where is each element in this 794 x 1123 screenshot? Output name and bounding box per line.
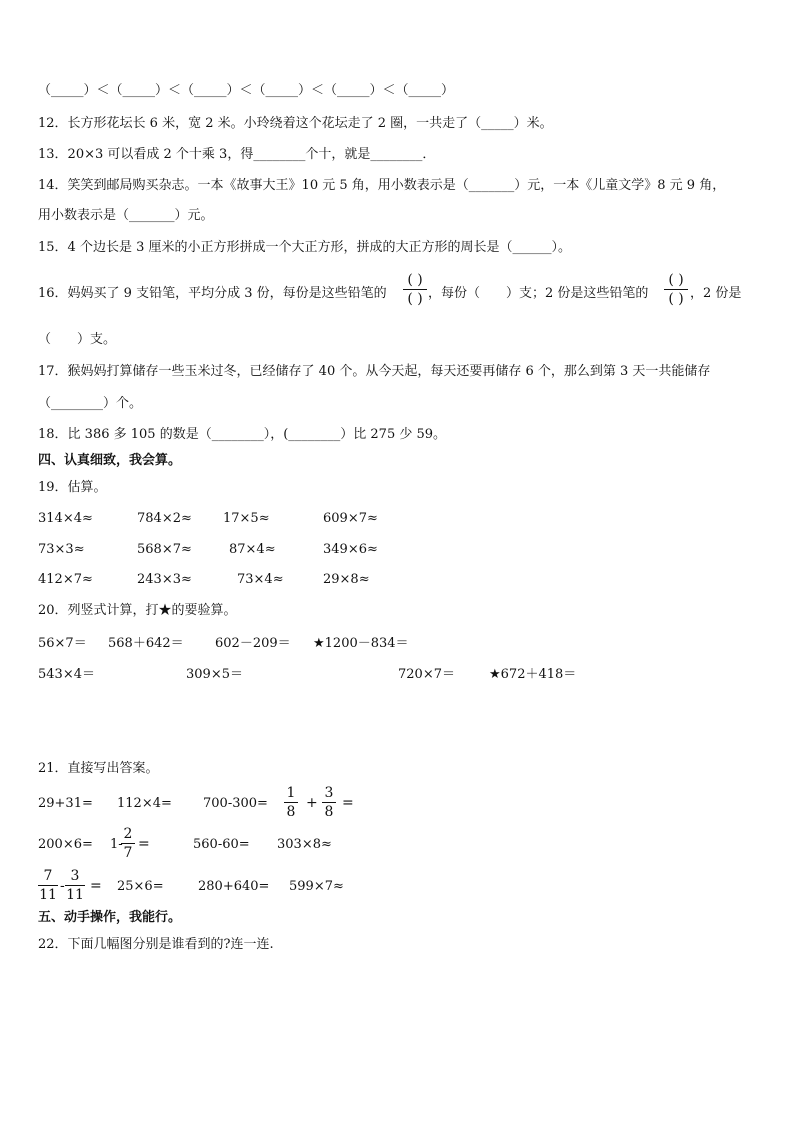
q11-blanks: （_____）＜（_____）＜（_____）＜（_____）＜（_____）＜（_____） [38, 83, 455, 98]
q19-r3-c1: 412×7≈ [38, 572, 93, 587]
q21-r3-equals: = [90, 878, 102, 894]
q21-r1-plus: + [306, 795, 318, 811]
q18-text: 18．比 386 多 105 的数是（________），(________）比 275 少 59。 [38, 427, 447, 442]
q20-r1-c2: 568＋642＝ [108, 636, 184, 651]
q19-title: 19．估算。 [38, 480, 107, 495]
q21-r3-c3: 280+640= [198, 879, 270, 894]
q21-r1-frac-b-den: 8 [324, 804, 334, 820]
q12-text: 12．长方形花坛长 6 米，宽 2 米。小玲绕着这个花坛走了 2 圈，一共走了（_____）米。 [38, 116, 553, 131]
q21-r1-frac-a-num: 1 [286, 785, 296, 801]
q16-part2: ，每份（ ）支；2 份是这些铅笔的 [428, 286, 649, 301]
q21-r2-equals: = [138, 836, 150, 852]
q16-line2: （ ）支。 [38, 332, 117, 347]
q21-r3-c4: 599×7≈ [289, 879, 344, 894]
q19-r3-c2: 243×3≈ [137, 572, 192, 587]
q16-frac1-numerator: ( ) [407, 272, 423, 288]
q21-r2-c2-prefix: 1- [110, 837, 123, 852]
q21-r1-equals: = [342, 795, 354, 811]
q19-r2-c4: 349×6≈ [323, 542, 378, 557]
q16-frac2-denominator: ( ) [668, 291, 684, 307]
q20-r1-c4: ★1200－834＝ [313, 636, 409, 651]
q16-frac2-numerator: ( ) [668, 272, 684, 288]
q21-r3-frac-b-den: 11 [66, 887, 84, 903]
q20-r1-c1: 56×7＝ [38, 636, 87, 651]
q21-r2-c3: 560-60= [193, 837, 250, 852]
q19-r3-c4: 29×8≈ [323, 572, 370, 587]
q21-r3-c2: 25×6= [117, 879, 164, 894]
q15-text: 15．4 个边长是 3 厘米的小正方形拼成一个大正方形，拼成的大正方形的周长是（______）。 [38, 240, 571, 255]
q21-r3-frac-a-den: 11 [39, 887, 57, 903]
q22-text: 22．下面几幅图分别是谁看到的?连一连. [38, 937, 274, 952]
q19-r1-c1: 314×4≈ [38, 511, 93, 526]
q19-r2-c1: 73×3≈ [38, 542, 85, 557]
q21-r1-c1: 29+31= [38, 796, 93, 811]
q21-r1-frac-a-den: 8 [286, 804, 296, 820]
q19-r1-c4: 609×7≈ [323, 511, 378, 526]
q20-r1-c3: 602－209＝ [215, 636, 291, 651]
q16-fraction-1 [403, 272, 427, 307]
q21-r1-frac-a [284, 785, 298, 820]
q21-r2-c1: 200×6= [38, 837, 93, 852]
q19-r1-c3: 17×5≈ [223, 511, 270, 526]
q19-r1-c2: 784×2≈ [137, 511, 192, 526]
q19-r2-c3: 87×4≈ [229, 542, 276, 557]
q21-title: 21．直接写出答案。 [38, 761, 159, 776]
q21-r3-frac-a-num: 7 [43, 868, 53, 884]
q21-r2-c4: 303×8≈ [277, 837, 332, 852]
q20-r2-c1: 543×4＝ [38, 667, 95, 682]
q16-part3: ，2 份是 [690, 286, 742, 301]
q20-title: 20．列竖式计算，打★的要验算。 [38, 603, 237, 618]
q16-fraction-2 [664, 272, 688, 307]
q14-line2: 用小数表示是（_______）元。 [38, 208, 214, 223]
section-4-title: 四、认真细致，我会算。 [38, 453, 182, 468]
q17-line1: 17．猴妈妈打算储存一些玉米过冬，已经储存了 40 个。从今天起，每天还要再储存 6 个，那么到第 3 天一共能储存 [38, 364, 711, 379]
q20-r2-c2: 309×5＝ [186, 667, 243, 682]
q21-r3-minus: - [60, 878, 65, 894]
q21-r3-frac-b [65, 868, 85, 903]
q21-r1-frac-b-num: 3 [324, 785, 334, 801]
q19-r2-c2: 568×7≈ [137, 542, 192, 557]
q21-r3-frac-b-num: 3 [70, 868, 80, 884]
q14-line1: 14．笑笑到邮局购买杂志。一本《故事大王》10 元 5 角，用小数表示是（_______）元，一本《儿童文学》8 元 9 角， [38, 178, 726, 193]
q21-r2-frac [121, 826, 135, 861]
q13-text: 13．20×3 可以看成 2 个十乘 3，得________个十，就是________． [38, 147, 436, 162]
q19-r3-c3: 73×4≈ [237, 572, 284, 587]
q21-r3-frac-a [38, 868, 58, 903]
q21-r2-frac-num: 2 [123, 826, 133, 842]
q21-r1-c2: 112×4= [117, 796, 172, 811]
q16-frac1-denominator: ( ) [407, 291, 423, 307]
section-5-title: 五、动手操作，我能行。 [38, 910, 182, 925]
q21-r2-frac-den: 7 [123, 845, 133, 861]
q20-r2-c4: ★672＋418＝ [489, 667, 577, 682]
q21-r1-c3: 700-300= [203, 796, 268, 811]
q16-part1: 16．妈妈买了 9 支铅笔，平均分成 3 份，每份是这些铅笔的 [38, 286, 387, 301]
q17-line2: （________）个。 [38, 396, 143, 411]
q20-r2-c3: 720×7＝ [398, 667, 455, 682]
q21-r1-frac-b [322, 785, 336, 820]
